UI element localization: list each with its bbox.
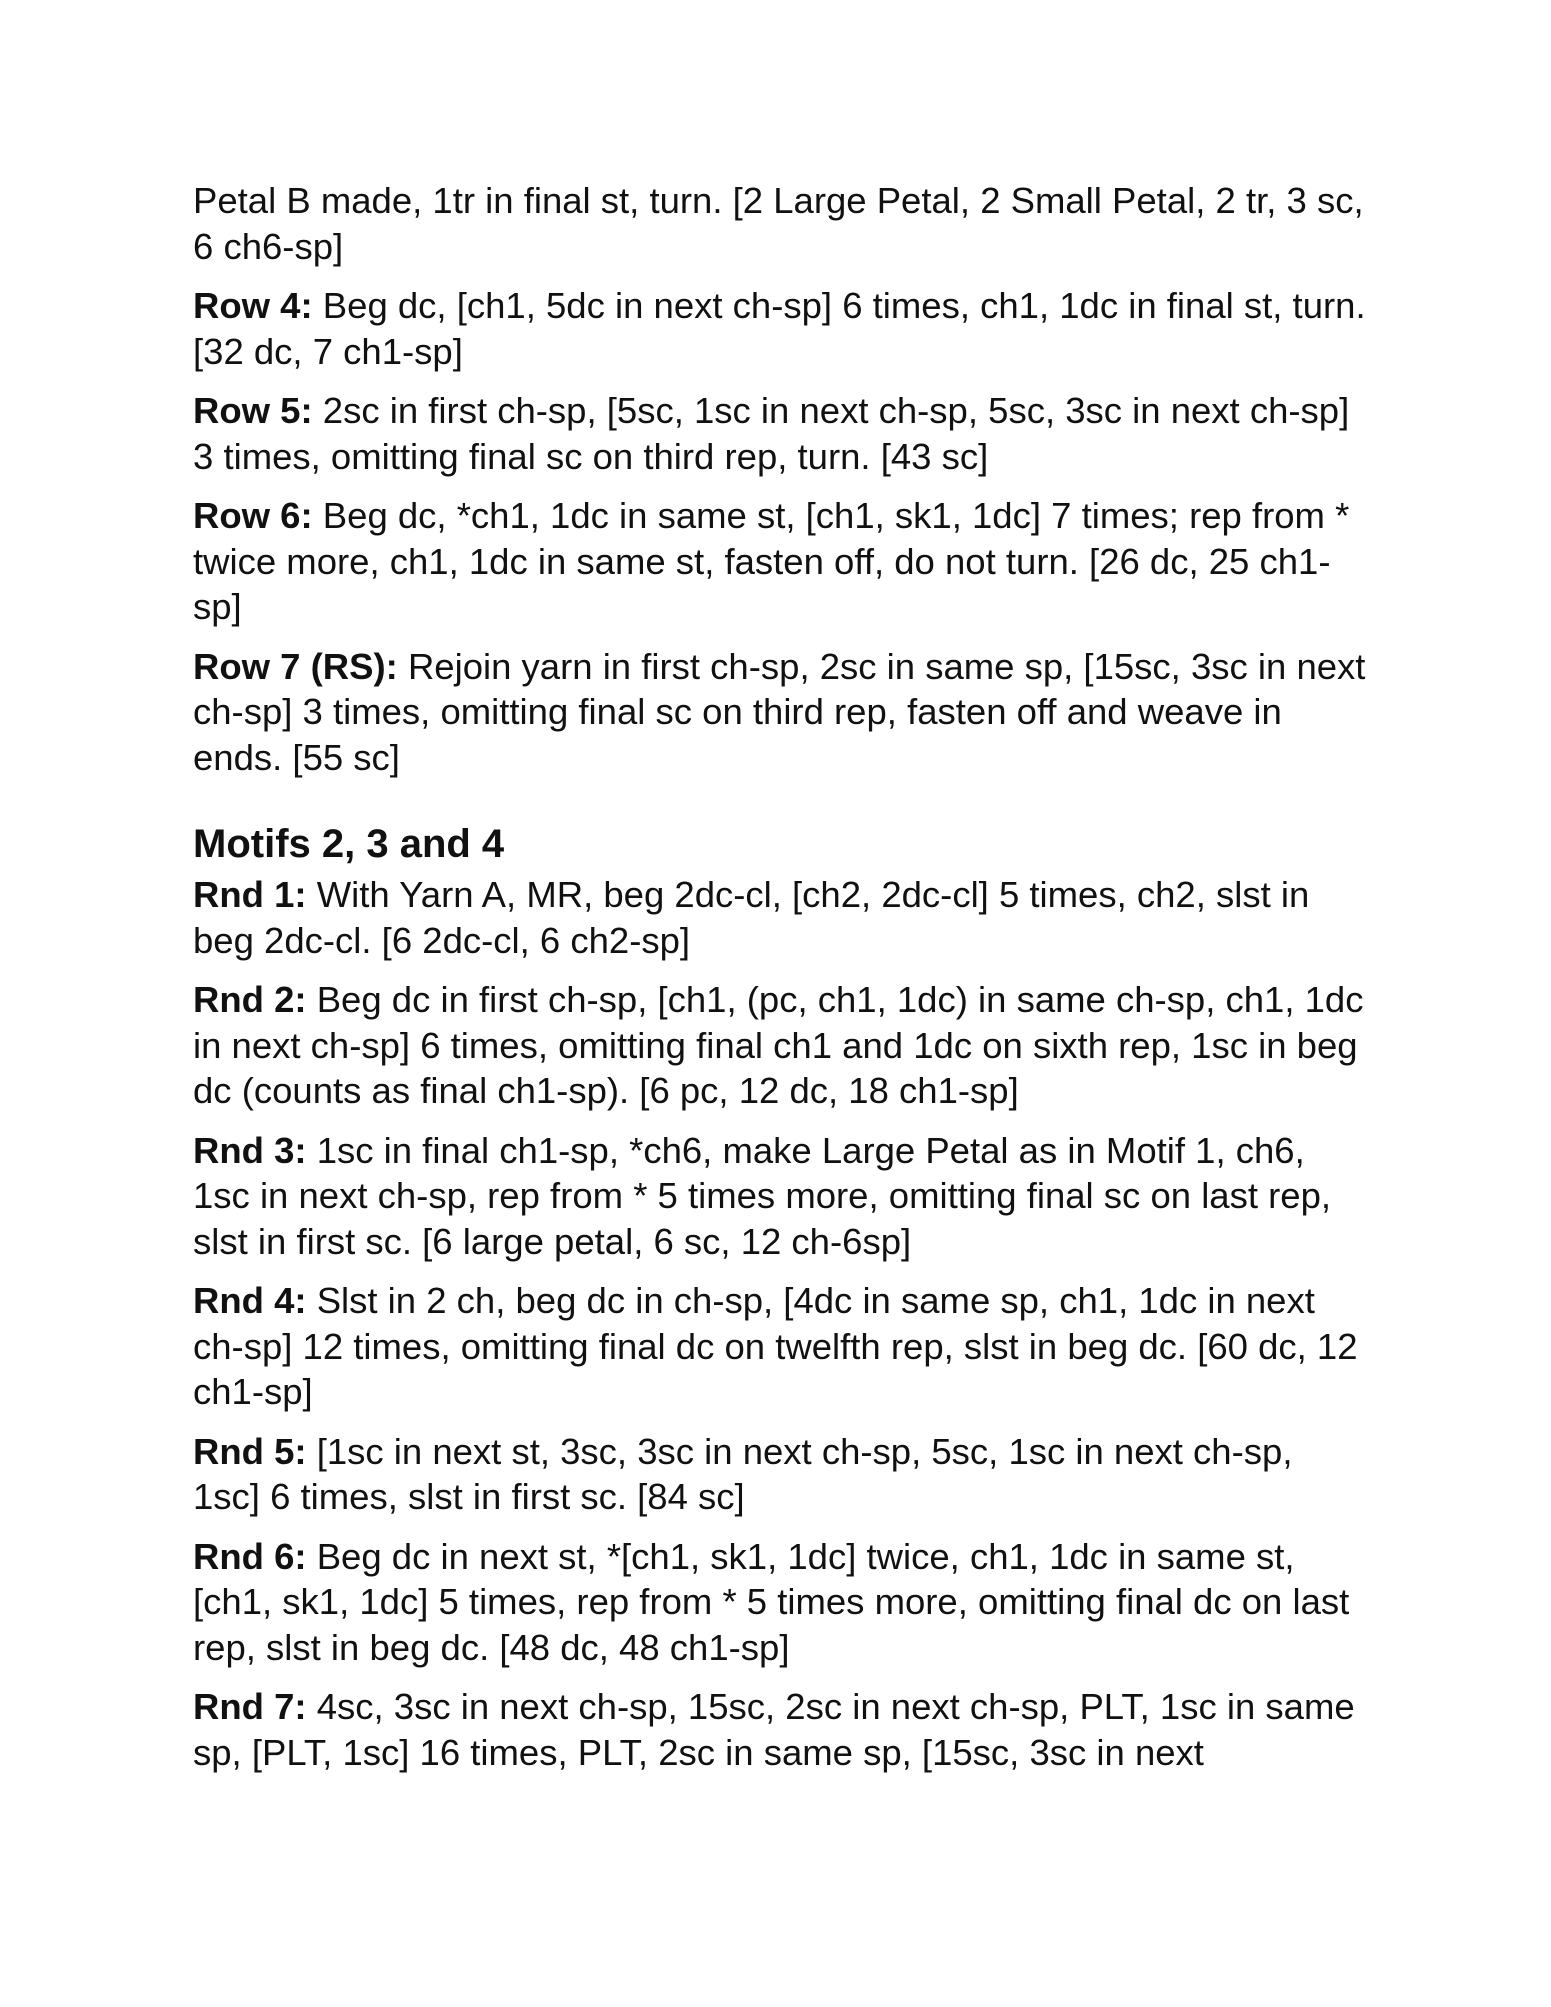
- rnd-label: Rnd 4:: [193, 1280, 307, 1321]
- pattern-rnd-5: [193, 1429, 1368, 1520]
- section-heading: Motifs 2, 3 and 4: [193, 822, 505, 866]
- row-text: Petal B made, 1tr in final st, turn. [2 Large Petal, 2 Small Petal, 2 tr, 3 sc, 6 ch6-sp]: [193, 180, 1364, 267]
- row-label: Row 5:: [193, 390, 313, 431]
- rnd-text: With Yarn A, MR, beg 2dc-cl, [ch2, 2dc-cl] 5 times, ch2, slst in beg 2dc-cl. [6 2dc-cl, 6 ch2-sp]: [193, 874, 1310, 961]
- pattern-rnd-1: [193, 872, 1368, 963]
- rnd-label: Rnd 6:: [193, 1535, 307, 1577]
- row-label: Row 6:: [193, 495, 313, 536]
- rnd-label: Rnd 7:: [193, 1686, 307, 1727]
- row-label: Row 4:: [193, 285, 313, 326]
- row-text: Beg dc, [ch1, 5dc in next ch-sp] 6 times, ch1, 1dc in final st, turn. [32 dc, 7 ch1-sp]: [193, 285, 1366, 372]
- section-motifs-2-3-4: [193, 872, 1368, 1775]
- rnd-text: Slst in 2 ch, beg dc in ch-sp, [4dc in same sp, ch1, 1dc in next ch-sp] 12 times, omitting final dc on twelfth rep, slst in beg dc. [60 dc, 12 ch1-sp]: [193, 1280, 1358, 1412]
- section-motif-1-continued: [193, 178, 1368, 780]
- row-text: 2sc in first ch-sp, [5sc, 1sc in next ch-sp, 5sc, 3sc in next ch-sp] 3 times, omitting final sc on third rep, turn. [43 sc]: [193, 390, 1350, 477]
- pattern-rnd-2: [193, 977, 1368, 1114]
- pattern-rnd-6: [193, 1534, 1368, 1671]
- rnd-label: Rnd 2:: [193, 979, 307, 1020]
- row-text: Rejoin yarn in first ch-sp, 2sc in same sp, [15sc, 3sc in next ch-sp] 3 times, omitting final sc on third rep, fasten off and weave in ends. [55 sc]: [193, 645, 1366, 778]
- pattern-row-5: [193, 388, 1368, 479]
- pattern-row-7: [193, 644, 1368, 781]
- row-label: Row 7 (RS):: [193, 645, 398, 687]
- pattern-rnd-4: [193, 1278, 1368, 1415]
- rnd-text: 4sc, 3sc in next ch-sp, 15sc, 2sc in next ch-sp, PLT, 1sc in same sp, [PLT, 1sc] 16 times, PLT, 2sc in same sp, [15sc, 3sc in next: [193, 1686, 1355, 1773]
- rnd-label: Rnd 3:: [193, 1129, 307, 1171]
- pattern-rnd-7: [193, 1684, 1368, 1775]
- pattern-row-4: [193, 283, 1368, 374]
- rnd-text: 1sc in final ch1-sp, *ch6, make Large Petal as in Motif 1, ch6, 1sc in next ch-sp, rep from * 5 times more, omitting final sc on last rep, slst in first sc. [6 large petal, 6 sc, 12 ch-6sp]: [193, 1129, 1332, 1262]
- rnd-text: [1sc in next st, 3sc, 3sc in next ch-sp, 5sc, 1sc in next ch-sp, 1sc] 6 times, slst in first sc. [84 sc]: [193, 1430, 1293, 1517]
- rnd-label: Rnd 1:: [193, 874, 307, 915]
- pattern-row-petal-b: [193, 178, 1368, 269]
- document-page: [193, 178, 1368, 1789]
- row-text: Beg dc, *ch1, 1dc in same st, [ch1, sk1, 1dc] 7 times; rep from * twice more, ch1, 1dc in same st, fasten off, do not turn. [26 dc, 25 ch1-sp]: [193, 495, 1350, 627]
- rnd-text: Beg dc in first ch-sp, [ch1, (pc, ch1, 1dc) in same ch-sp, ch1, 1dc in next ch-sp] 6 times, omitting final ch1 and 1dc on sixth rep, 1sc in beg dc (counts as final ch1-sp). [6 pc, 12 dc, 18 ch1-sp]: [193, 979, 1364, 1111]
- rnd-text: Beg dc in next st, *[ch1, sk1, 1dc] twice, ch1, 1dc in same st, [ch1, sk1, 1dc] 5 times, rep from * 5 times more, omitting final dc on last rep, slst in beg dc. [48 dc, 48 ch1-sp]: [193, 1535, 1350, 1668]
- pattern-row-6: [193, 493, 1368, 630]
- pattern-rnd-3: [193, 1128, 1368, 1265]
- rnd-label: Rnd 5:: [193, 1430, 307, 1472]
